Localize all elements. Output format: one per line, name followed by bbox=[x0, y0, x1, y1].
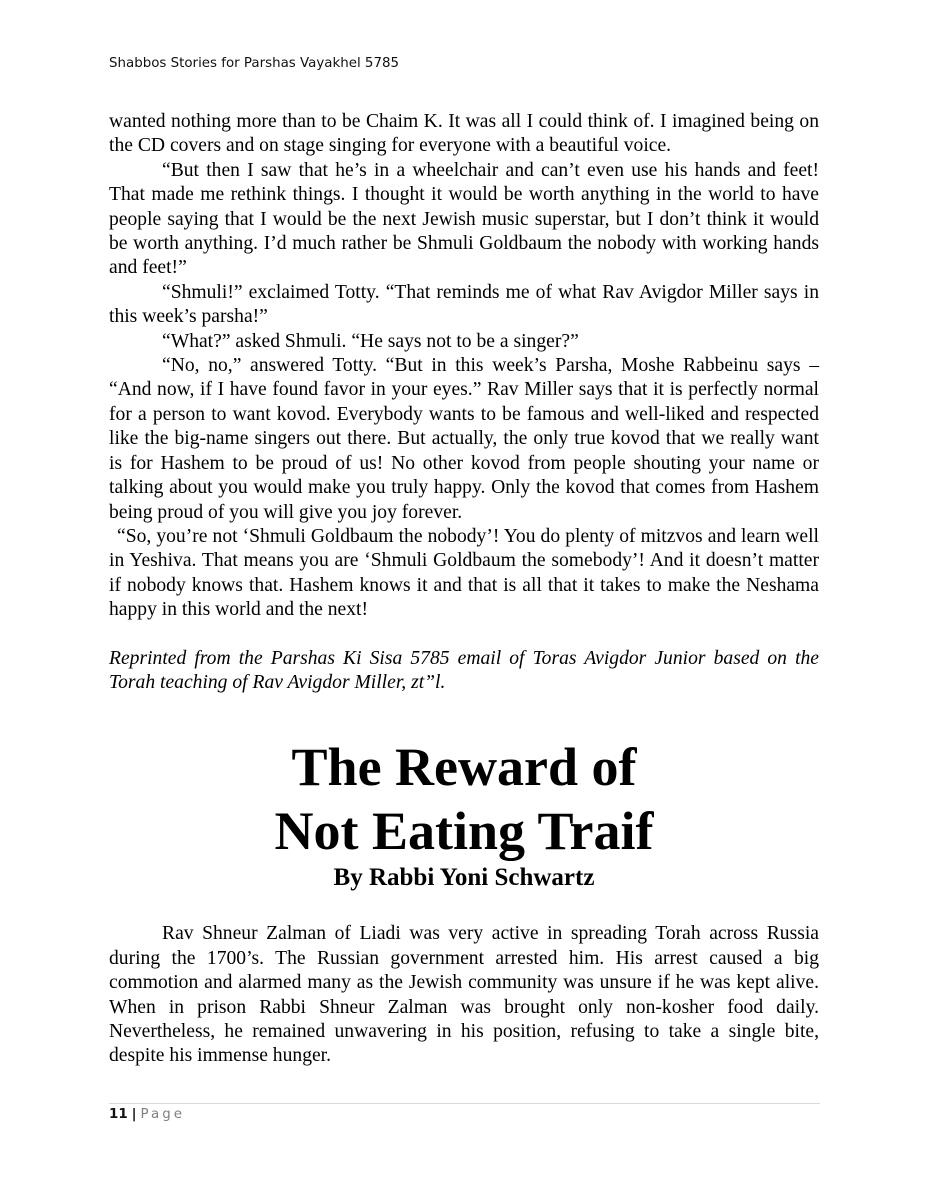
page-body bbox=[109, 110, 819, 1069]
article-title-line: Not Eating Traif bbox=[274, 801, 654, 862]
story-paragraph: “But then I saw that he’s in a wheelchair and can’t even use his hands and feet! That made me rethink things. I thought it would be worth anything in the world to have people saying that I would be the next Jewish music superstar, but I don’t think it would be worth anything. I’d much rather be Shmuli Goldbaum the nobody with working hands and feet!” bbox=[109, 159, 819, 279]
footer-separator: | bbox=[131, 1107, 137, 1122]
story-paragraph: “No, no,” answered Totty. “But in this week’s Parsha, Moshe Rabbeinu says – “And now, if I have found favor in your eyes.” Rav Miller says that it is perfectly normal for a person to want kovod. Everybody wants to be famous and well-liked and respected like the big-name singers out there. But actually, the only true kovod that we really want is for Hashem to be proud of us! No other kovod from people shouting your name or talking about you would make you truly happy. Only the kovod that comes from Hashem being proud of you will give you joy forever. bbox=[109, 355, 819, 523]
article-byline: By Rabbi Yoni Schwartz bbox=[333, 864, 595, 892]
page-number: 11 bbox=[109, 1107, 128, 1122]
reprint-credit: Reprinted from the Parshas Ki Sisa 5785 email of Toras Avigdor Junior based on the Torah teaching of Rav Avigdor Miller, zt”l. bbox=[109, 647, 819, 693]
running-header: Shabbos Stories for Parshas Vayakhel 5785 bbox=[109, 56, 400, 71]
page-label: Page bbox=[140, 1107, 185, 1122]
article-title-line: The Reward of bbox=[291, 737, 637, 798]
footer-divider bbox=[109, 1103, 820, 1104]
story-paragraph: “Shmuli!” exclaimed Totty. “That reminds me of what Rav Avigdor Miller says in this week’s parsha!” bbox=[109, 281, 819, 328]
page-footer bbox=[109, 1107, 185, 1122]
story-paragraph: “So, you’re not ‘Shmuli Goldbaum the nobody’! You do plenty of mitzvos and learn well in Yeshiva. That means you are ‘Shmuli Goldbaum the somebody’! And it doesn’t matter if nobody knows that. Hashem knows it and that is all that it takes to make the Neshama happy in this world and the next! bbox=[109, 525, 819, 621]
article-title bbox=[109, 735, 819, 863]
article-paragraph: Rav Shneur Zalman of Liadi was very active in spreading Torah across Russia during the 1700’s. The Russian government arrested him. His arrest caused a big commotion and alarmed many as the Jewish community was unsure if he was kept alive. When in prison Rabbi Shneur Zalman was brought only non-kosher food daily. Nevertheless, he remained unwavering in his position, refusing to take a single bite, despite his immense hunger. bbox=[109, 923, 819, 1067]
story-paragraph: “What?” asked Shmuli. “He says not to be a singer?” bbox=[162, 330, 579, 352]
story-paragraph: wanted nothing more than to be Chaim K. It was all I could think of. I imagined being on the CD covers and on stage singing for everyone with a beautiful voice. bbox=[109, 111, 819, 157]
